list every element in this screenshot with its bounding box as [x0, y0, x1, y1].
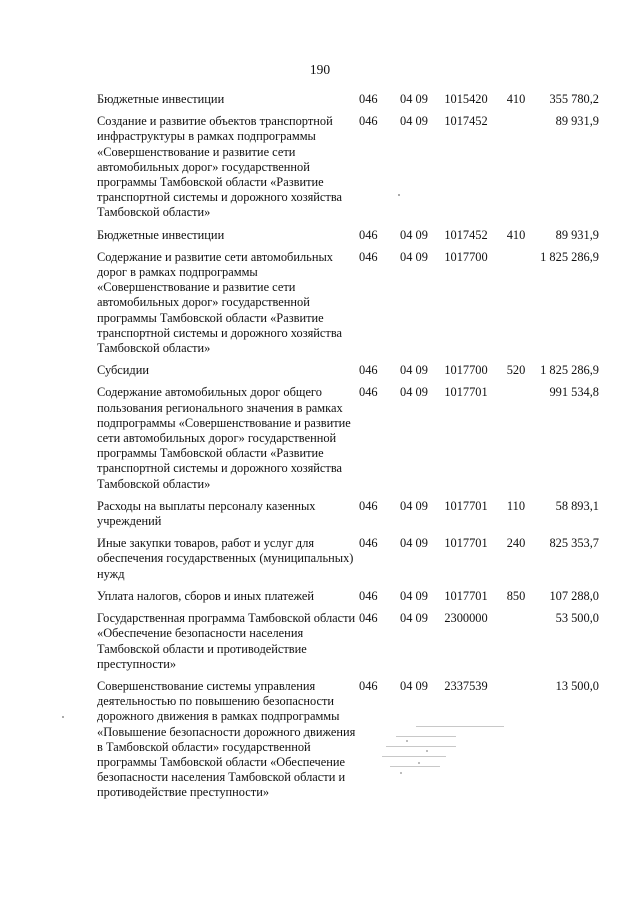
row-target-article: 1017701: [444, 498, 488, 513]
row-expense-type: 850: [506, 588, 526, 603]
row-amount: 355 780,2: [549, 92, 599, 106]
row-gr-code: 046: [359, 363, 378, 378]
row-amount: 1 825 286,9: [540, 363, 599, 378]
row-target-article: 1017701: [444, 588, 488, 603]
row-expense-type: 240: [506, 536, 526, 551]
row-section-code: 04 09: [400, 498, 428, 513]
row-name: Расходы на выплаты персоналу казенных учреждений: [97, 498, 316, 529]
row-gr-code: 046: [359, 588, 378, 603]
row-target-article: 1017700: [444, 249, 488, 264]
row-name: Совершенствование системы управления деятельностью по повышению безопасности дорожного движения в рамках подпрограммы «Повышение безопасности дорожного движения в Тамбовской области» государственной программы Тамбовской области «Обеспечение безопасности населения Тамбовской области и противодействие преступности»: [97, 678, 356, 800]
row-target-article: 1017452: [444, 114, 488, 129]
row-amount: 825 353,7: [549, 536, 599, 551]
table-row: [97, 611, 599, 679]
row-amount: 53 500,0: [555, 611, 599, 626]
row-target-article: 1017701: [444, 385, 488, 400]
row-gr-code: 046: [359, 536, 378, 551]
row-name: Государственная программа Тамбовской области «Обеспечение безопасности населения Тамбовской области и противодействие преступности»: [97, 611, 356, 671]
row-gr-code: 046: [359, 92, 378, 106]
row-target-article: 1017700: [444, 363, 488, 378]
row-amount: 89 931,9: [555, 227, 599, 242]
scan-speck: [62, 716, 64, 718]
row-expense-type: [495, 250, 537, 363]
row-name: Содержание и развитие сети автомобильных дорог в рамках подпрограммы «Совершенствование и развитие сети автомобильных дорог» государственной программы Тамбовской области «Развитие транспортной системы и дорожного хозяйства Тамбовской области»: [97, 249, 343, 356]
row-gr-code: 046: [359, 249, 378, 264]
row-section-code: 04 09: [400, 588, 428, 603]
row-expense-type: [495, 385, 537, 498]
table-row: [97, 363, 599, 385]
row-section-code: 04 09: [400, 678, 428, 693]
row-name: Уплата налогов, сборов и иных платежей: [97, 588, 315, 603]
row-section-code: 04 09: [400, 385, 428, 400]
table-row: [97, 536, 599, 589]
row-section-code: 04 09: [400, 536, 428, 551]
row-expense-type: 410: [506, 92, 526, 106]
row-section-code: 04 09: [400, 114, 428, 129]
row-target-article: 2337539: [444, 678, 488, 693]
budget-table: [97, 92, 599, 808]
row-section-code: 04 09: [400, 227, 428, 242]
row-gr-code: 046: [359, 114, 378, 129]
row-gr-code: 046: [359, 678, 378, 693]
table-row: [97, 679, 599, 808]
table-row: [97, 589, 599, 611]
row-target-article: 2300000: [444, 611, 488, 626]
table-row: [97, 228, 599, 250]
row-expense-type: 520: [506, 363, 526, 378]
row-target-article: 1017701: [444, 536, 488, 551]
table-row: [97, 499, 599, 536]
row-target-article: 1015420: [444, 92, 488, 106]
row-name: Иные закупки товаров, работ и услуг для обеспечения государственных (муниципальных) нужд: [97, 536, 354, 581]
table-row: [97, 92, 599, 114]
row-gr-code: 046: [359, 498, 378, 513]
row-amount: 991 534,8: [549, 385, 599, 400]
row-expense-type: [495, 114, 537, 227]
row-amount: 1 825 286,9: [540, 249, 599, 264]
row-gr-code: 046: [359, 227, 378, 242]
faint-stamp-mark: [376, 722, 506, 782]
row-expense-type: 110: [506, 498, 526, 513]
budget-table-body: [97, 92, 599, 808]
row-target-article: 1017452: [444, 227, 488, 242]
table-row: [97, 114, 599, 227]
row-gr-code: 046: [359, 385, 378, 400]
scan-speck: [398, 194, 400, 196]
row-name: Создание и развитие объектов транспортной инфраструктуры в рамках подпрограммы «Совершенствование и развитие сети автомобильных дорог» государственной программы Тамбовской области «Развитие транспортной системы и дорожного хозяйства Тамбовской области»: [97, 114, 343, 220]
row-section-code: 04 09: [400, 92, 428, 106]
table-row: [97, 385, 599, 498]
row-section-code: 04 09: [400, 611, 428, 626]
row-amount: 107 288,0: [549, 588, 599, 603]
row-expense-type: 410: [506, 227, 526, 242]
row-name: Содержание автомобильных дорог общего пользования регионального значения в рамках подпрограммы «Совершенствование и развитие сети автомобильных дорог» государственной программы Тамбовской области «Развитие транспортной системы и дорожного хозяйства Тамбовской области»: [97, 385, 351, 491]
row-name: Субсидии: [97, 363, 149, 378]
row-section-code: 04 09: [400, 363, 428, 378]
row-amount: 89 931,9: [555, 114, 599, 129]
row-amount: 58 893,1: [555, 498, 599, 513]
row-name: Бюджетные инвестиции: [97, 92, 225, 106]
table-row: [97, 250, 599, 363]
row-section-code: 04 09: [400, 249, 428, 264]
row-expense-type: [495, 611, 537, 679]
page-number: 190: [309, 62, 331, 77]
row-name: Бюджетные инвестиции: [97, 227, 225, 242]
row-amount: 13 500,0: [555, 678, 599, 693]
row-gr-code: 046: [359, 611, 378, 626]
